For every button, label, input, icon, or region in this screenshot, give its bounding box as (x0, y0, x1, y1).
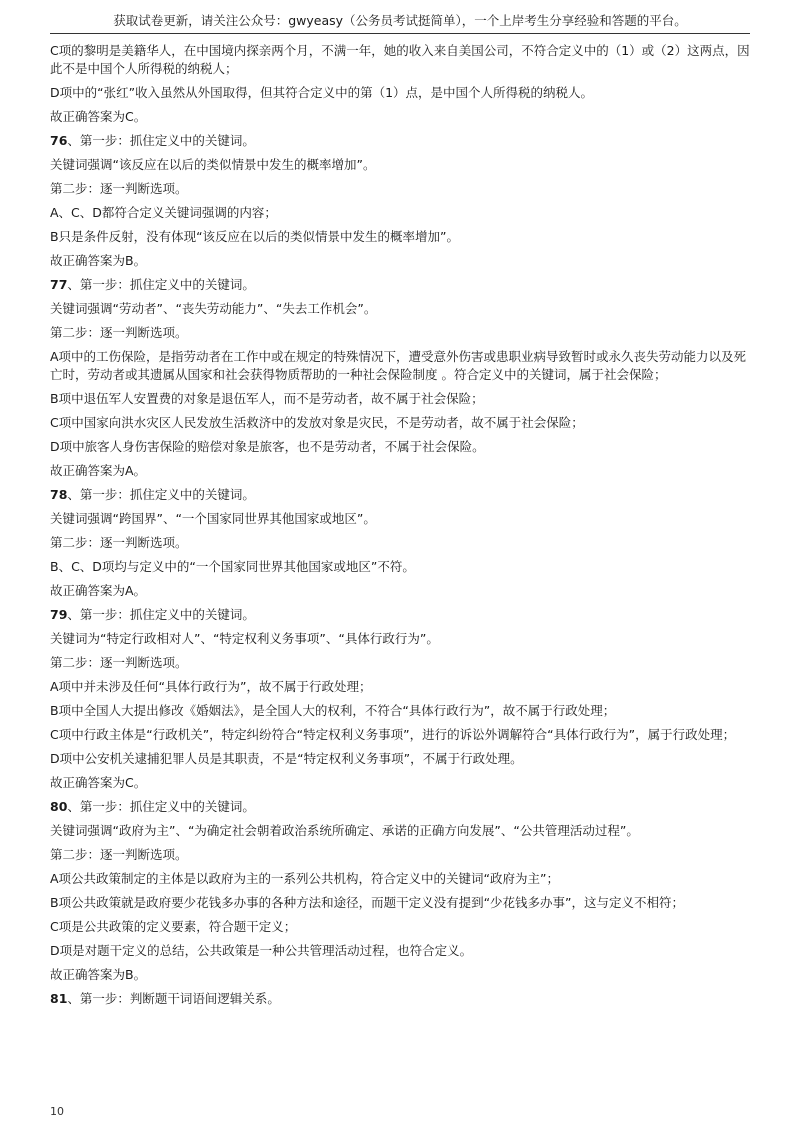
header-divider (50, 33, 750, 34)
explanation-line (50, 678, 750, 696)
line-text: D项中旅客人身伤害保险的赔偿对象是旅客，也不是劳动者，不属于社会保险。 (50, 439, 485, 454)
explanation-line (50, 228, 750, 246)
line-text: B、C、D项均与定义中的“一个国家同世界其他国家或地区”不符。 (50, 559, 415, 574)
explanation-line (50, 846, 750, 864)
explanation-line (50, 252, 750, 270)
line-text: 、第一步：抓住定义中的关键词。 (67, 277, 255, 292)
line-text: C项是公共政策的定义要素，符合题干定义； (50, 919, 297, 934)
explanation-line (50, 324, 750, 342)
line-text: D项中的“张红”收入虽然从外国取得，但其符合定义中的第（1）点，是中国个人所得税的纳税人。 (50, 85, 594, 100)
line-text: 故正确答案为A。 (50, 463, 147, 478)
question-number: 78 (50, 487, 68, 502)
line-text: A、C、D都符合定义关键词强调的内容； (50, 205, 277, 220)
line-text: A项中的工伤保险，是指劳动者在工作中或在规定的特殊情况下，遭受意外伤害或患职业病导致暂时或永久丧失劳动能力以及死亡时，劳动者或其遗属从国家和社会获得物质帮助的一种社会保险制度 。符合定义中的关键词，属于社会保险； (50, 349, 747, 382)
question-heading (50, 990, 750, 1008)
explanation-line (50, 156, 750, 174)
explanation-line (50, 630, 750, 648)
line-text: 、第一步：抓住定义中的关键词。 (67, 133, 255, 148)
line-text: B项公共政策就是政府要少花钱多办事的各种方法和途径，而题干定义没有提到“少花钱多办事”，这与定义不相符； (50, 895, 685, 910)
explanation-line (50, 918, 750, 936)
question-number: 77 (50, 277, 68, 292)
explanation-line (50, 966, 750, 984)
line-text: 关键词强调“政府为主”、“为确定社会朝着政治系统所确定、承诺的正确方向发展”、“公共管理活动过程”。 (50, 823, 639, 838)
explanation-line (50, 348, 750, 384)
line-text: 、第一步：判断题干词语间逻辑关系。 (67, 991, 280, 1006)
explanation-line (50, 942, 750, 960)
line-text: 、第一步：抓住定义中的关键词。 (67, 607, 255, 622)
answer-explanations (50, 42, 750, 1014)
line-text: B项中全国人大提出修改《婚姻法》，是全国人大的权利，不符合“具体行政行为”，故不属于行政处理； (50, 703, 616, 718)
line-text: 、第一步：抓住定义中的关键词。 (67, 487, 255, 502)
line-text: 故正确答案为A。 (50, 583, 147, 598)
line-text: D项是对题干定义的总结，公共政策是一种公共管理活动过程，也符合定义。 (50, 943, 473, 958)
explanation-line (50, 726, 750, 744)
explanation-line (50, 108, 750, 126)
page-header: 获取试卷更新，请关注公众号：gwyeasy（公务员考试挺简单），一个上岸考生分享经验和答题的平台。 (113, 13, 687, 28)
line-text: 关键词强调“跨国界”、“一个国家同世界其他国家或地区”。 (50, 511, 376, 526)
line-text: C项中国家向洪水灾区人民发放生活救济中的发放对象是灾民，不是劳动者，故不属于社会保险； (50, 415, 584, 430)
explanation-line (50, 414, 750, 432)
explanation-line (50, 462, 750, 480)
explanation-line (50, 558, 750, 576)
explanation-line (50, 894, 750, 912)
line-text: 故正确答案为C。 (50, 775, 147, 790)
question-heading (50, 276, 750, 294)
page-number: 10 (50, 1105, 64, 1118)
line-text: 关键词为“特定行政相对人”、“特定权利义务事项”、“具体行政行为”。 (50, 631, 439, 646)
explanation-line (50, 438, 750, 456)
line-text: D项中公安机关逮捕犯罪人员是其职责，不是“特定权利义务事项”，不属于行政处理。 (50, 751, 523, 766)
line-text: A项公共政策制定的主体是以政府为主的一系列公共机构，符合定义中的关键词“政府为主”； (50, 871, 560, 886)
line-text: B项中退伍军人安置费的对象是退伍军人，而不是劳动者，故不属于社会保险； (50, 391, 484, 406)
line-text: 、第一步：抓住定义中的关键词。 (67, 799, 255, 814)
line-text: 第二步：逐一判断选项。 (50, 655, 188, 670)
explanation-line (50, 750, 750, 768)
question-number: 79 (50, 607, 68, 622)
line-text: A项中并未涉及任何“具体行政行为”，故不属于行政处理； (50, 679, 372, 694)
explanation-line (50, 654, 750, 672)
explanation-line (50, 84, 750, 102)
line-text: 关键词强调“劳动者”、“丧失劳动能力”、“失去工作机会”。 (50, 301, 377, 316)
explanation-line (50, 822, 750, 840)
explanation-line (50, 180, 750, 198)
question-number: 80 (50, 799, 68, 814)
explanation-line (50, 774, 750, 792)
line-text: 第二步：逐一判断选项。 (50, 181, 188, 196)
question-heading (50, 132, 750, 150)
question-heading (50, 798, 750, 816)
line-text: C项的黎明是美籍华人，在中国境内探亲两个月，不满一年，她的收入来自美国公司，不符合定义中的（1）或（2）这两点，因此不是中国个人所得税的纳税人； (50, 43, 750, 76)
line-text: 故正确答案为B。 (50, 967, 147, 982)
question-heading (50, 486, 750, 504)
question-number: 81 (50, 991, 68, 1006)
explanation-line (50, 870, 750, 888)
question-number: 76 (50, 133, 68, 148)
line-text: C项中行政主体是“行政机关”，特定纠纷符合“特定权利义务事项”，进行的诉讼外调解符合“具体行政行为”，属于行政处理； (50, 727, 736, 742)
line-text: 故正确答案为C。 (50, 109, 147, 124)
line-text: 第二步：逐一判断选项。 (50, 847, 188, 862)
line-text: 第二步：逐一判断选项。 (50, 325, 188, 340)
explanation-line (50, 204, 750, 222)
explanation-line (50, 702, 750, 720)
explanation-line (50, 300, 750, 318)
explanation-line (50, 390, 750, 408)
question-heading (50, 606, 750, 624)
explanation-line (50, 510, 750, 528)
explanation-line (50, 534, 750, 552)
line-text: 故正确答案为B。 (50, 253, 147, 268)
explanation-line (50, 42, 750, 78)
line-text: 关键词强调“该反应在以后的类似情景中发生的概率增加”。 (50, 157, 376, 172)
line-text: B只是条件反射，没有体现“该反应在以后的类似情景中发生的概率增加”。 (50, 229, 460, 244)
line-text: 第二步：逐一判断选项。 (50, 535, 188, 550)
explanation-line (50, 582, 750, 600)
